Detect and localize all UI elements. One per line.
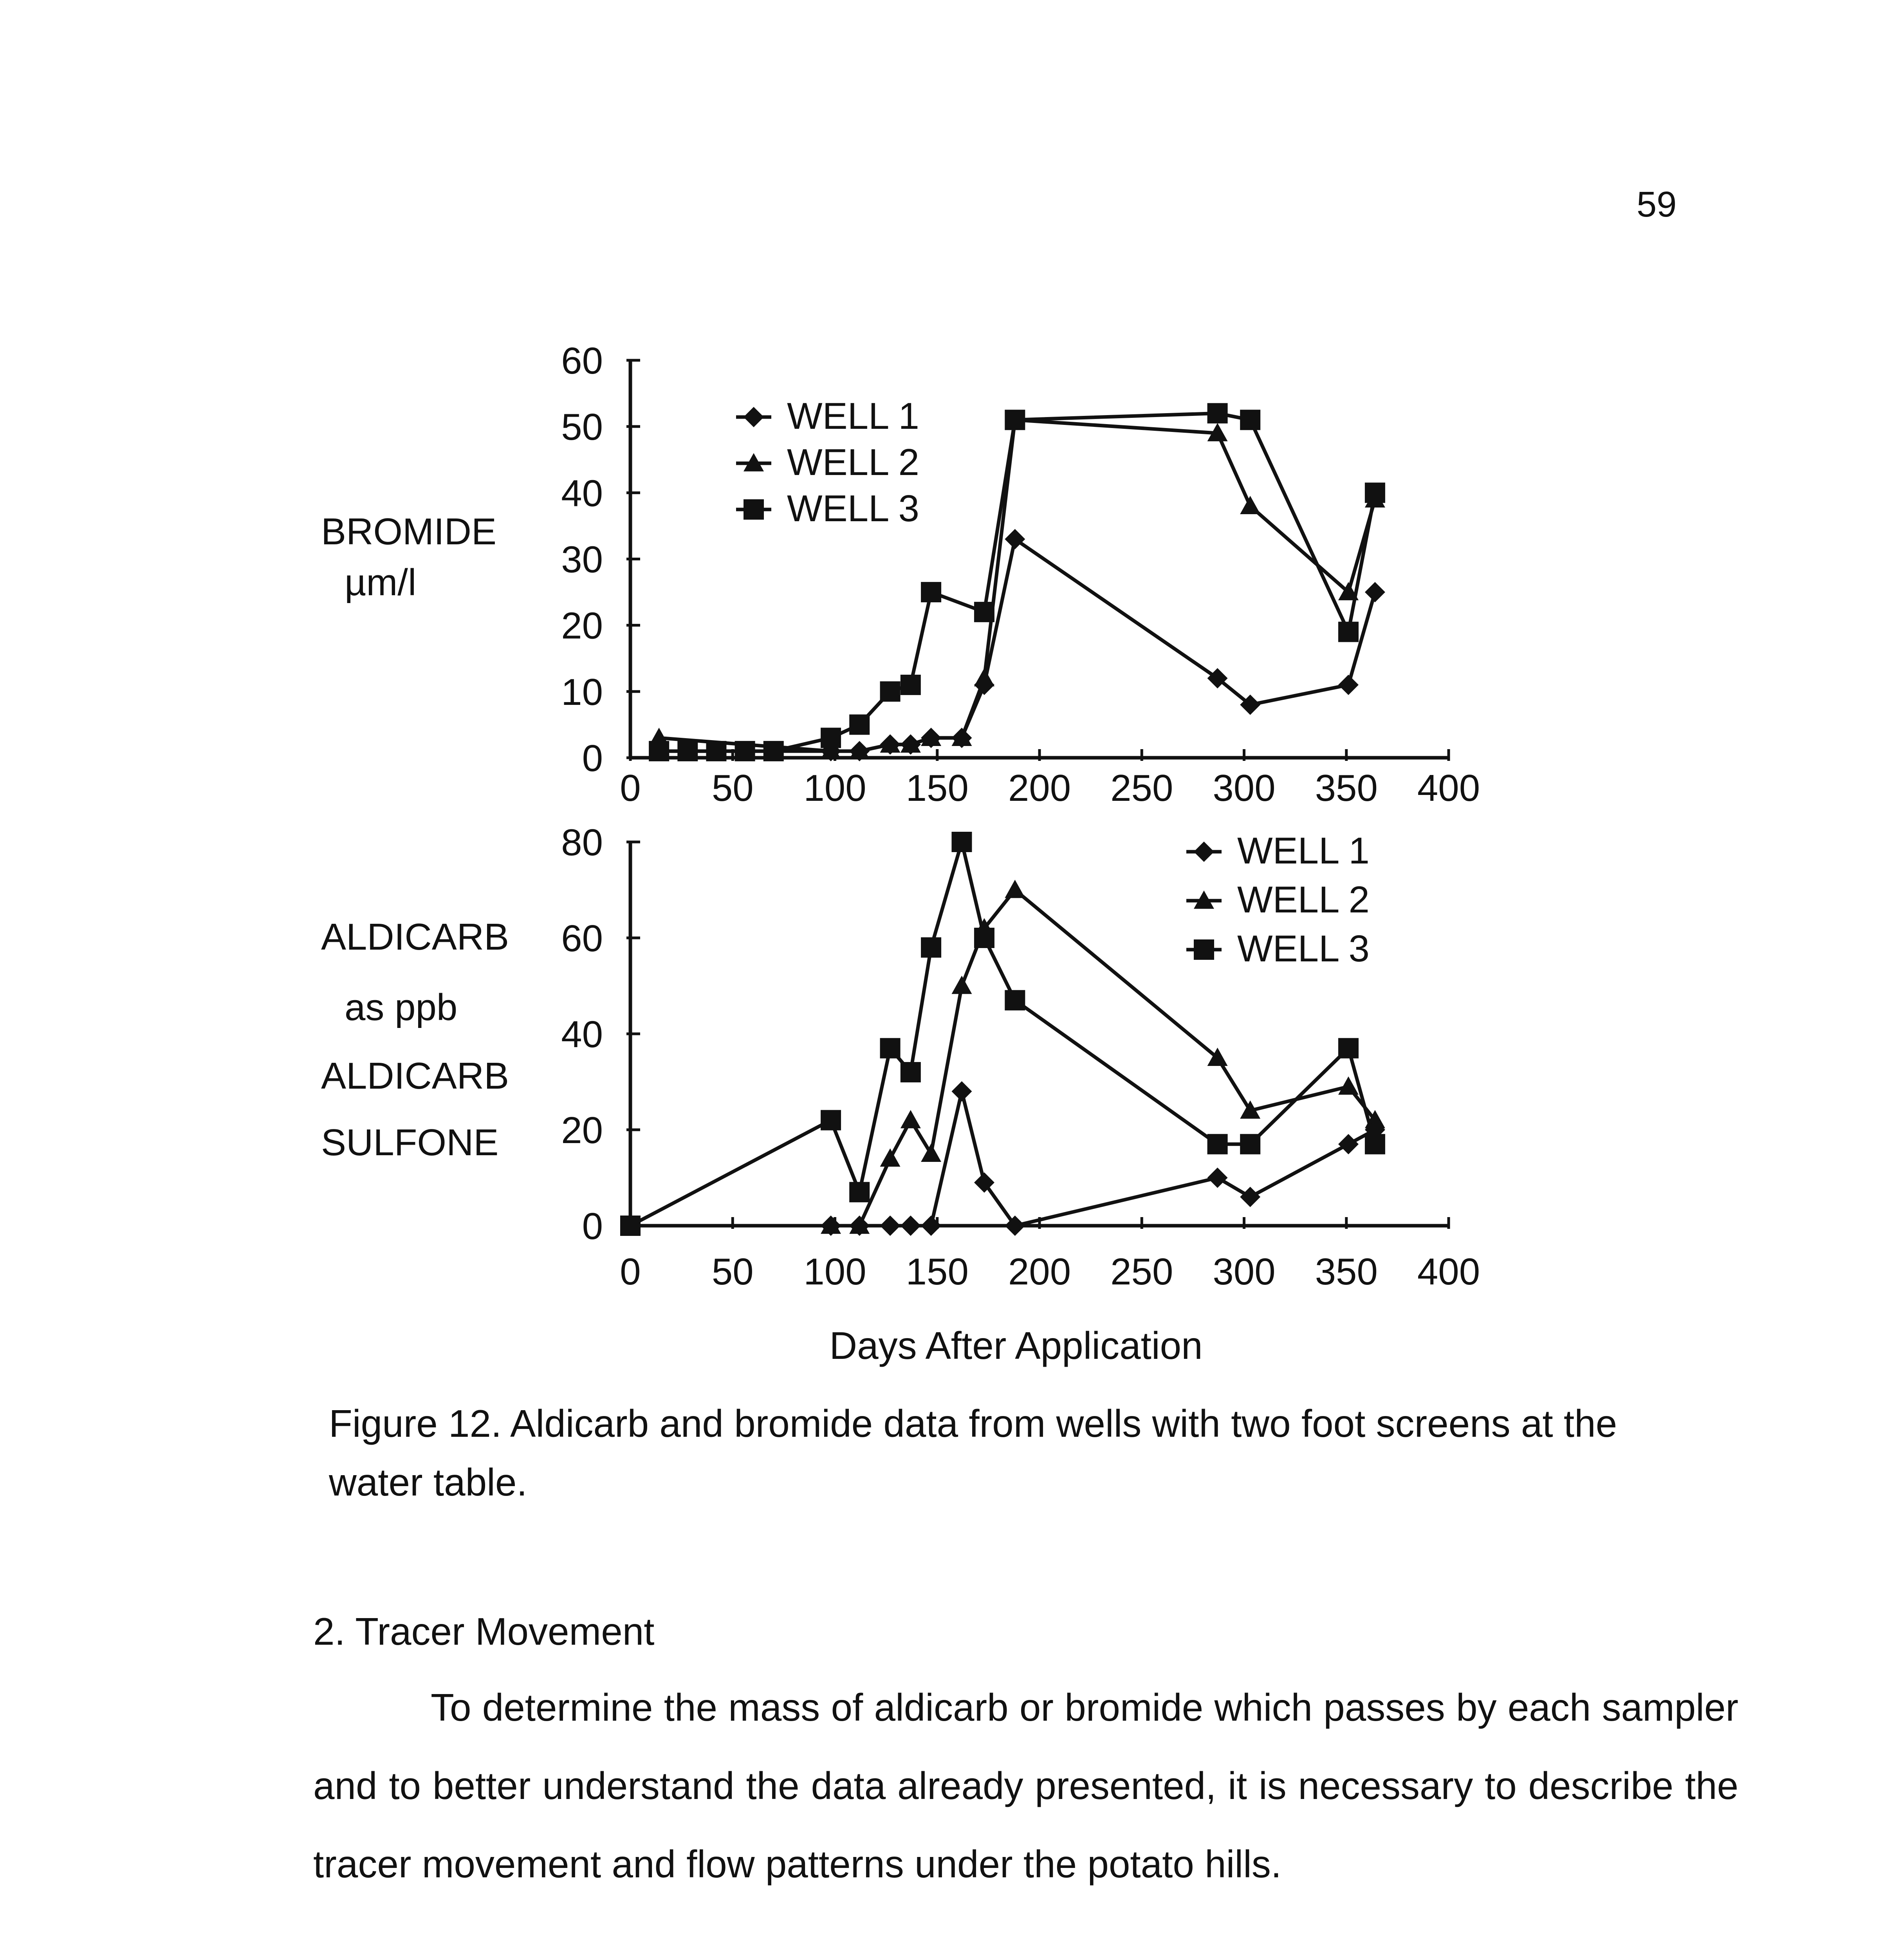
bromide-well-3-point — [1207, 403, 1228, 423]
aldicarb-well-3-point — [951, 832, 972, 852]
bromide-x-tick-label: 100 — [803, 767, 866, 809]
bromide-x-tick-label: 150 — [906, 767, 969, 809]
aldicarb-well-2-point — [1005, 880, 1025, 898]
aldicarb-x-tick-label: 250 — [1110, 1251, 1173, 1293]
aldicarb-legend-label-well-3: WELL 3 — [1237, 928, 1370, 970]
aldicarb-x-tick-label: 50 — [711, 1251, 754, 1293]
bromide-well-3-point — [706, 741, 726, 761]
aldicarb-x-tick-label: 300 — [1213, 1251, 1276, 1293]
aldicarb-y-tick-label: 20 — [561, 1109, 603, 1151]
bromide-well-3-point — [1005, 410, 1025, 430]
aldicarb-well-1-point — [901, 1216, 921, 1236]
aldicarb-y-tick-label: 0 — [582, 1205, 603, 1247]
bromide-well-2-point — [1240, 496, 1260, 514]
aldicarb-well-3-point — [1365, 1134, 1385, 1154]
bromide-legend-marker-well-3 — [744, 499, 764, 520]
bromide-well-1-point — [1005, 529, 1025, 549]
figure-caption: Figure 12. Aldicarb and bromide data from wells with two foot screens at the water table. — [329, 1402, 1617, 1504]
bromide-well-2-point — [974, 668, 994, 686]
aldicarb-well-3-point — [921, 937, 941, 958]
bromide-well-3-point — [901, 675, 921, 695]
aldicarb-x-tick-label: 150 — [906, 1251, 969, 1293]
bromide-legend-label-well-3: WELL 3 — [787, 488, 919, 529]
aldicarb-y-tick-label: 40 — [561, 1013, 603, 1055]
bromide-well-3-point — [763, 741, 784, 761]
aldicarb-chart — [561, 822, 1480, 1367]
paragraph-1: To determine the mass of aldicarb or bromide which passes by each sampler and to better understand the data already presented, it is necessary to describe the tracer movement and flow patterns under the potato hills. — [313, 1686, 1738, 1886]
aldicarb-well-3-point — [974, 928, 994, 948]
bromide-legend-marker-well-1 — [744, 407, 764, 427]
aldicarb-well-3-point — [1338, 1038, 1359, 1058]
bromide-well-3-point — [735, 741, 755, 761]
aldicarb-legend-marker-well-1 — [1194, 842, 1214, 862]
aldicarb-well-3-point — [1240, 1134, 1260, 1154]
bromide-chart — [561, 340, 1480, 809]
bromide-legend-label-well-1: WELL 1 — [787, 395, 919, 437]
aldicarb-x-tick-label: 200 — [1008, 1251, 1071, 1293]
aldicarb-well-3-point — [1005, 990, 1025, 1010]
aldicarb-legend-label-well-1: WELL 1 — [1237, 830, 1370, 872]
aldicarb-x-axis-title: Days After Application — [829, 1324, 1203, 1367]
bromide-well-3-point — [677, 741, 698, 761]
bromide-series-line-well-1 — [659, 539, 1375, 751]
bromide-x-tick-label: 250 — [1110, 767, 1173, 809]
aldicarb-well-3-point — [880, 1038, 901, 1058]
bromide-x-tick-label: 200 — [1008, 767, 1071, 809]
bromide-well-3-point — [880, 681, 901, 702]
aldicarb-legend-marker-well-3 — [1194, 939, 1214, 960]
aldicarb-well-3-point — [849, 1182, 870, 1202]
bromide-y-tick-label: 40 — [561, 472, 603, 515]
aldicarb-series-line-well-1 — [630, 1091, 1375, 1226]
aldicarb-well-3-point — [620, 1216, 641, 1236]
aldicarb-x-tick-label: 400 — [1417, 1251, 1480, 1293]
aldicarb-well-1-point — [880, 1216, 901, 1236]
aldicarb-well-2-point — [951, 976, 972, 994]
aldicarb-well-1-point — [1338, 1134, 1359, 1154]
aldicarb-well-2-point — [880, 1149, 901, 1167]
aldicarb-well-1-point — [1240, 1187, 1260, 1207]
bromide-well-3-point — [1338, 622, 1359, 642]
aldicarb-well-1-point — [951, 1081, 972, 1102]
aldicarb-well-2-point — [921, 1143, 941, 1162]
bromide-y-tick-label: 30 — [561, 538, 603, 581]
bromide-axis-label-line-2: µm/l — [345, 562, 417, 603]
bromide-well-3-point — [921, 582, 941, 602]
aldicarb-well-1-point — [1207, 1168, 1228, 1188]
bromide-x-tick-label: 0 — [620, 767, 641, 809]
aldicarb-x-tick-label: 100 — [803, 1251, 866, 1293]
aldicarb-well-3-point — [1207, 1134, 1228, 1154]
bromide-x-tick-label: 300 — [1213, 767, 1276, 809]
bromide-y-tick-label: 10 — [561, 671, 603, 713]
aldicarb-y-tick-label: 80 — [561, 822, 603, 863]
bromide-y-tick-label: 50 — [561, 406, 603, 448]
bromide-well-3-point — [1365, 482, 1385, 503]
bromide-well-1-point — [1338, 675, 1359, 695]
page-number: 59 — [1637, 184, 1677, 224]
aldicarb-x-tick-label: 0 — [620, 1251, 641, 1293]
bromide-well-3-point — [849, 714, 870, 735]
aldicarb-axis-label-line-1: ALDICARB — [321, 916, 509, 958]
aldicarb-y-tick-label: 60 — [561, 918, 603, 959]
bromide-well-1-point — [1365, 582, 1385, 602]
bromide-axis-label-line-1: BROMIDE — [321, 511, 497, 553]
section-heading: 2. Tracer Movement — [313, 1610, 655, 1653]
aldicarb-well-2-point — [901, 1110, 921, 1129]
bromide-y-tick-label: 0 — [582, 737, 603, 779]
bromide-well-3-point — [821, 728, 841, 748]
aldicarb-axis-label-line-4: SULFONE — [321, 1122, 499, 1163]
bromide-well-3-point — [974, 602, 994, 622]
aldicarb-legend-label-well-2: WELL 2 — [1237, 879, 1370, 921]
bromide-well-3-point — [1240, 410, 1260, 430]
aldicarb-axis-label-line-2: as ppb — [345, 986, 458, 1028]
aldicarb-well-3-point — [901, 1062, 921, 1082]
bromide-y-tick-label: 60 — [561, 340, 603, 382]
bromide-x-tick-label: 350 — [1315, 767, 1378, 809]
aldicarb-axis-label-line-3: ALDICARB — [321, 1055, 509, 1097]
aldicarb-well-3-point — [821, 1110, 841, 1131]
bromide-y-tick-label: 20 — [561, 605, 603, 647]
bromide-x-tick-label: 400 — [1417, 767, 1480, 809]
bromide-x-tick-label: 50 — [711, 767, 754, 809]
bromide-well-3-point — [649, 741, 669, 761]
bromide-legend-label-well-2: WELL 2 — [787, 441, 919, 483]
aldicarb-x-tick-label: 350 — [1315, 1251, 1378, 1293]
